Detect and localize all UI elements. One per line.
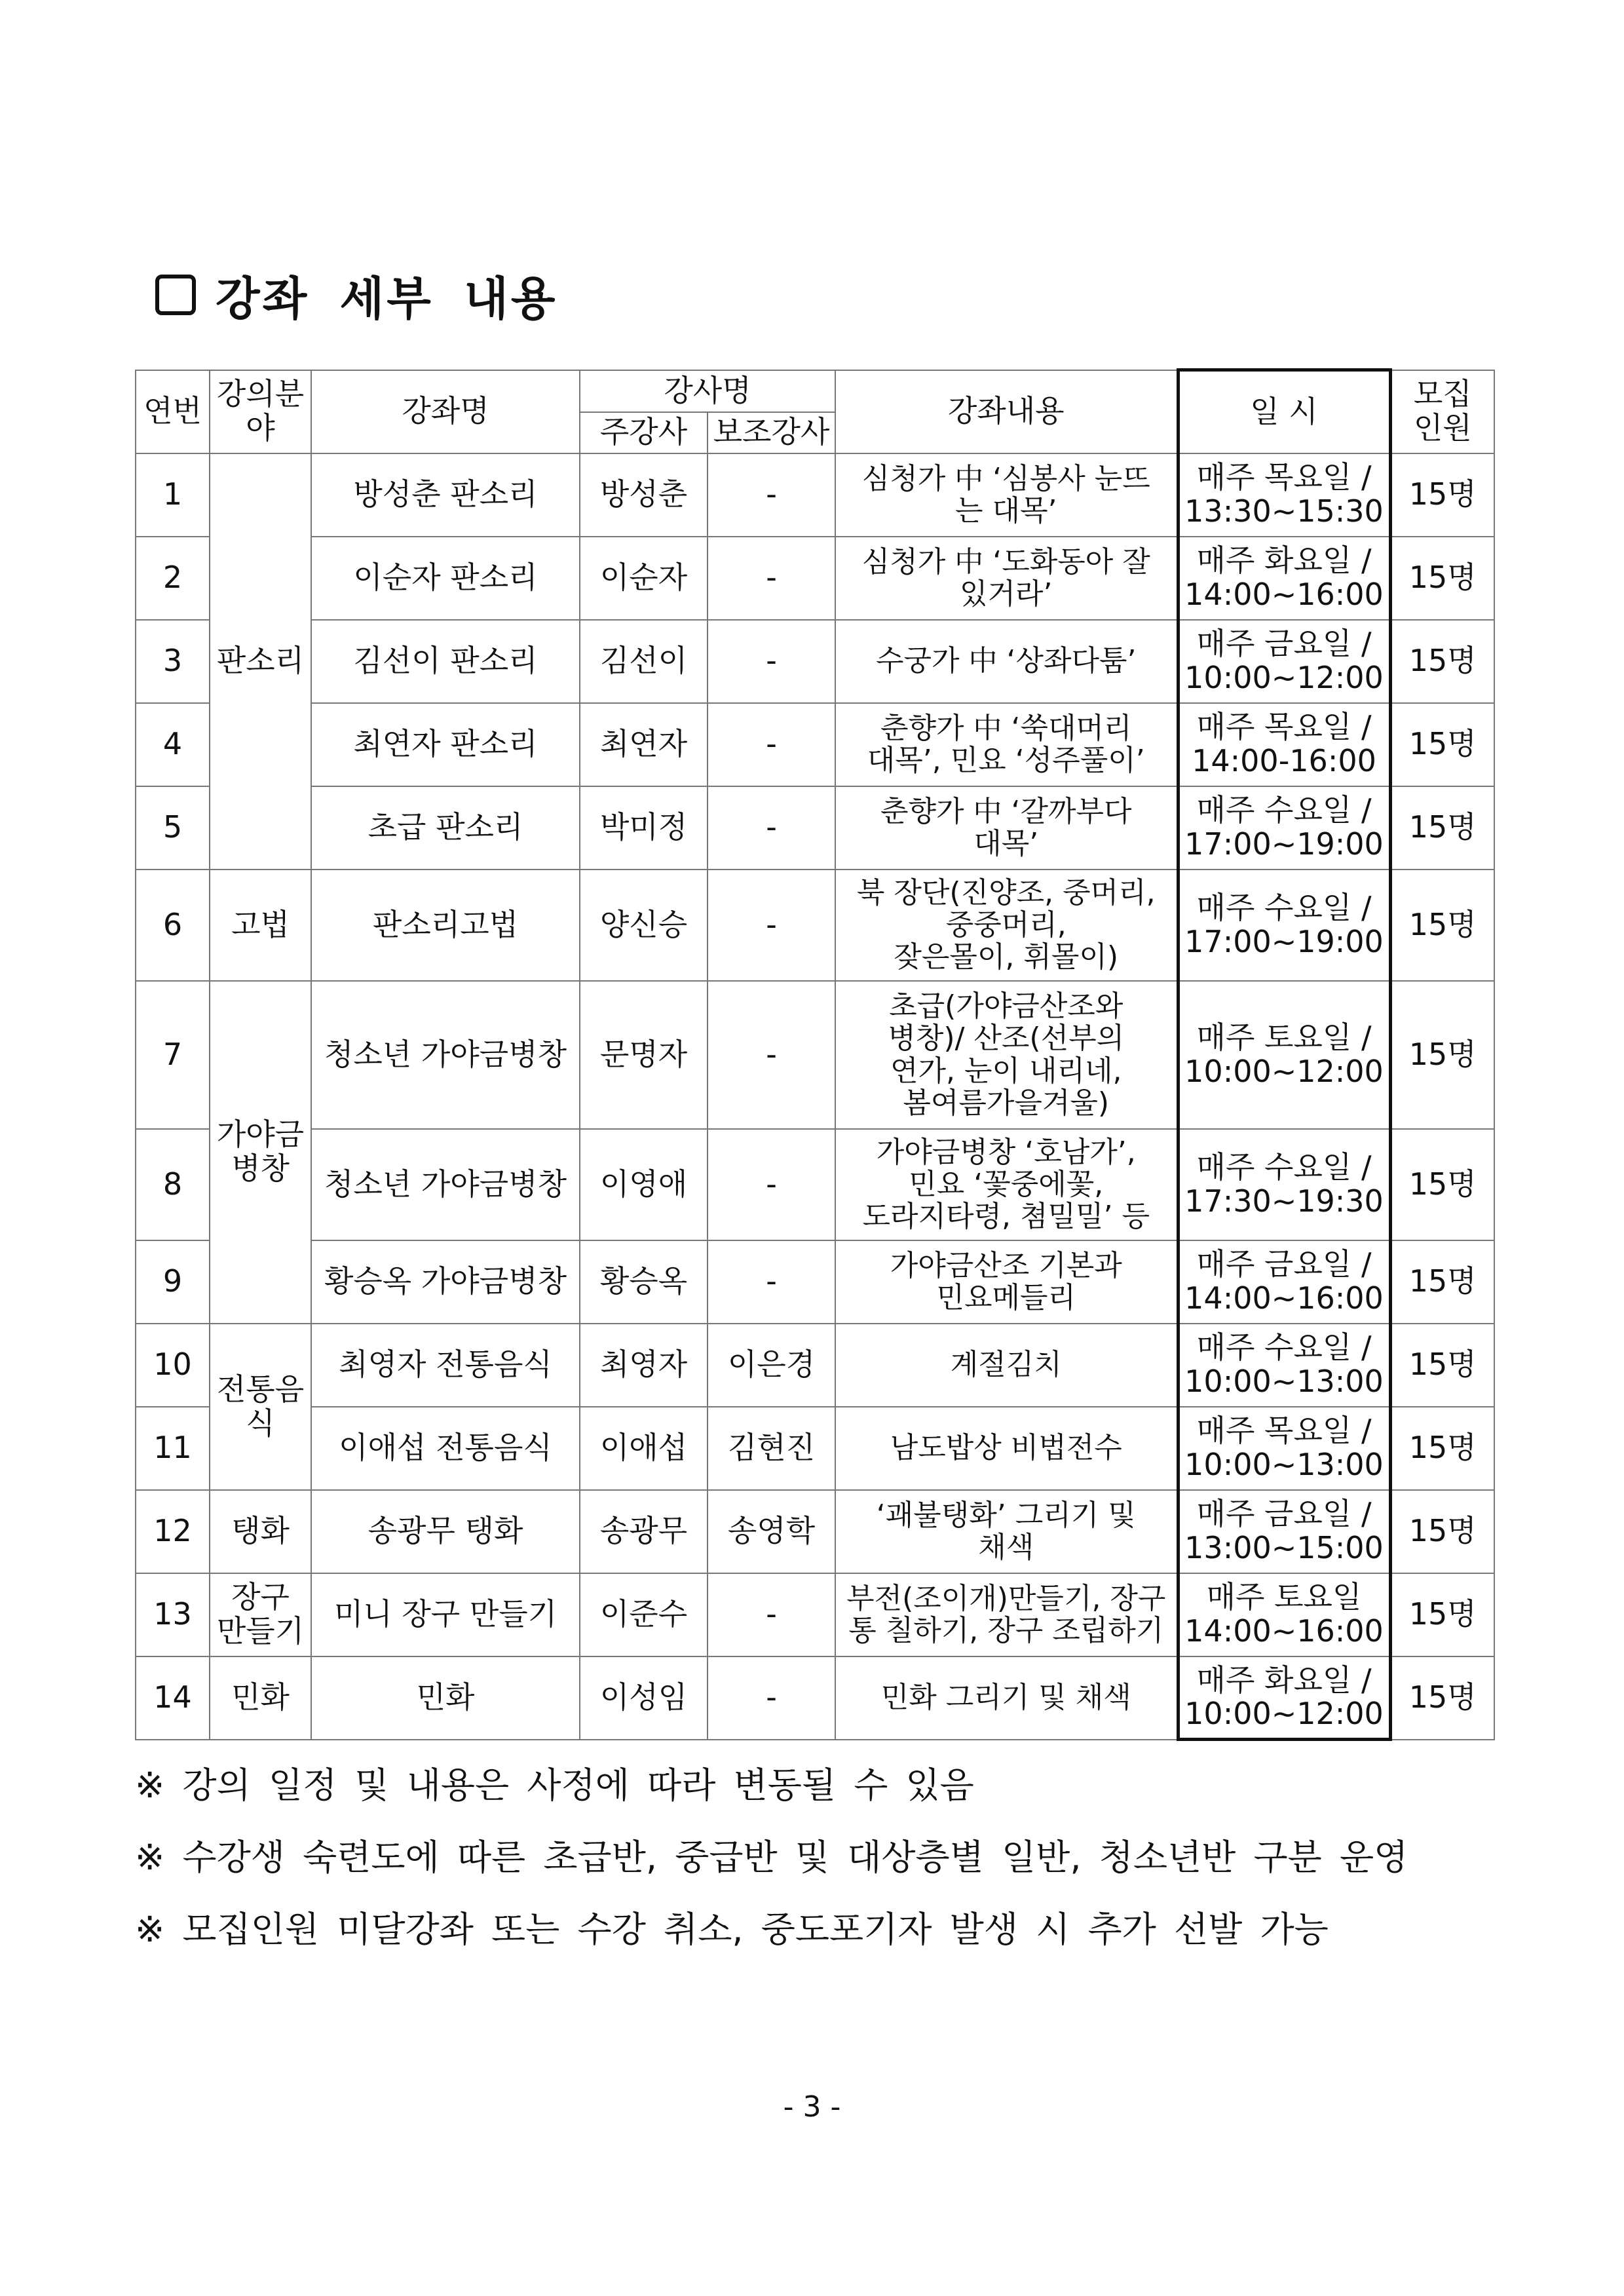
row-main-instructor: 이성임: [580, 1656, 708, 1740]
header-main-instructor: 주강사: [580, 412, 708, 453]
table-row: [136, 1573, 1494, 1656]
table-row: [136, 1407, 1494, 1490]
row-schedule: 매주 토요일 / 10:00~12:00: [1178, 981, 1390, 1129]
row-no: 12: [136, 1490, 210, 1573]
note-item: ※ 모집인원 미달강좌 또는 수강 취소, 중도포기자 발생 시 추가 선발 가능: [135, 1909, 1329, 1950]
row-assistant: -: [708, 1129, 835, 1240]
row-no: 13: [136, 1573, 210, 1656]
section-heading: [155, 259, 557, 331]
row-no: 14: [136, 1656, 210, 1740]
header-field: 강의분야: [210, 370, 311, 453]
row-content: 심청가 中 ‘심봉사 눈뜨 는 대목’: [835, 453, 1178, 537]
row-field: 가야금 병창: [210, 981, 311, 1324]
row-course: 이순자 판소리: [311, 537, 580, 620]
row-course: 이애섭 전통음식: [311, 1407, 580, 1490]
row-content: 민화 그리기 및 채색: [835, 1656, 1178, 1740]
row-field: 장구 만들기: [210, 1573, 311, 1656]
row-capacity: 15명: [1390, 1407, 1494, 1490]
row-schedule: 매주 수요일 / 17:00~19:00: [1178, 786, 1390, 870]
row-field: 탱화: [210, 1490, 311, 1573]
table-row: [136, 1324, 1494, 1407]
row-schedule: 매주 목요일 / 10:00~13:00: [1178, 1407, 1390, 1490]
row-assistant: 송영학: [708, 1490, 835, 1573]
row-schedule: 매주 목요일 / 13:30~15:30: [1178, 453, 1390, 537]
row-field: 고법: [210, 870, 311, 981]
row-schedule: 매주 토요일 14:00~16:00: [1178, 1573, 1390, 1656]
table-row: [136, 786, 1494, 870]
row-main-instructor: 이준수: [580, 1573, 708, 1656]
table-row: [136, 703, 1494, 786]
row-main-instructor: 이순자: [580, 537, 708, 620]
row-no: 3: [136, 620, 210, 703]
row-schedule: 매주 금요일 / 14:00~16:00: [1178, 1240, 1390, 1324]
row-content: 계절김치: [835, 1324, 1178, 1407]
row-course: 초급 판소리: [311, 786, 580, 870]
row-no: 8: [136, 1129, 210, 1240]
row-course: 방성춘 판소리: [311, 453, 580, 537]
row-no: 2: [136, 537, 210, 620]
row-no: 4: [136, 703, 210, 786]
row-assistant: -: [708, 453, 835, 537]
course-table: [135, 368, 1495, 1741]
header-course: 강좌명: [311, 370, 580, 453]
row-main-instructor: 양신승: [580, 870, 708, 981]
row-schedule: 매주 수요일 / 17:00~19:00: [1178, 870, 1390, 981]
header-capacity: 모집 인원: [1390, 370, 1494, 453]
row-capacity: 15명: [1390, 1240, 1494, 1324]
row-no: 6: [136, 870, 210, 981]
row-content: ‘괘불탱화’ 그리기 및 채색: [835, 1490, 1178, 1573]
row-capacity: 15명: [1390, 1573, 1494, 1656]
row-no: 7: [136, 981, 210, 1129]
row-capacity: 15명: [1390, 703, 1494, 786]
row-assistant: -: [708, 870, 835, 981]
row-content: 심청가 中 ‘도화동아 잘 있거라’: [835, 537, 1178, 620]
row-main-instructor: 문명자: [580, 981, 708, 1129]
row-course: 황승옥 가야금병창: [311, 1240, 580, 1324]
row-capacity: 15명: [1390, 453, 1494, 537]
table-row: [136, 1240, 1494, 1324]
row-no: 10: [136, 1324, 210, 1407]
row-assistant: -: [708, 620, 835, 703]
row-no: 1: [136, 453, 210, 537]
row-main-instructor: 최영자: [580, 1324, 708, 1407]
row-assistant: -: [708, 981, 835, 1129]
row-main-instructor: 송광무: [580, 1490, 708, 1573]
row-capacity: 15명: [1390, 786, 1494, 870]
header-content: 강좌내용: [835, 370, 1178, 453]
row-content: 춘향가 中 ‘갈까부다 대목’: [835, 786, 1178, 870]
row-assistant: -: [708, 1656, 835, 1740]
row-assistant: -: [708, 1240, 835, 1324]
row-course: 판소리고법: [311, 870, 580, 981]
row-content: 부전(조이개)만들기, 장구 통 칠하기, 장구 조립하기: [835, 1573, 1178, 1656]
row-assistant: -: [708, 703, 835, 786]
note-item: ※ 수강생 숙련도에 따른 초급반, 중급반 및 대상층별 일반, 청소년반 구분 운영: [135, 1837, 1408, 1878]
row-schedule: 매주 화요일 / 14:00~16:00: [1178, 537, 1390, 620]
row-course: 최영자 전통음식: [311, 1324, 580, 1407]
header-instructor: 강사명: [580, 370, 835, 412]
row-no: 5: [136, 786, 210, 870]
checkbox-icon: [155, 275, 196, 315]
table-row: [136, 453, 1494, 537]
table-row: [136, 870, 1494, 981]
row-assistant: -: [708, 786, 835, 870]
row-assistant: 이은경: [708, 1324, 835, 1407]
row-course: 최연자 판소리: [311, 703, 580, 786]
header-schedule: 일 시: [1178, 370, 1390, 453]
row-capacity: 15명: [1390, 1129, 1494, 1240]
row-field: 전통음식: [210, 1324, 311, 1490]
row-capacity: 15명: [1390, 620, 1494, 703]
row-course: 청소년 가야금병창: [311, 981, 580, 1129]
page-number: - 3 -: [783, 2090, 841, 2124]
table-row: [136, 1490, 1494, 1573]
row-assistant: -: [708, 1573, 835, 1656]
header-no: 연번: [136, 370, 210, 453]
row-course: 민화: [311, 1656, 580, 1740]
row-assistant: 김현진: [708, 1407, 835, 1490]
row-main-instructor: 김선이: [580, 620, 708, 703]
row-content: 춘향가 中 ‘쑥대머리 대목’, 민요 ‘성주풀이’: [835, 703, 1178, 786]
row-course: 송광무 탱화: [311, 1490, 580, 1573]
row-course: 김선이 판소리: [311, 620, 580, 703]
row-schedule: 매주 화요일 / 10:00~12:00: [1178, 1656, 1390, 1740]
table-row: [136, 1656, 1494, 1740]
row-capacity: 15명: [1390, 981, 1494, 1129]
row-main-instructor: 황승옥: [580, 1240, 708, 1324]
row-main-instructor: 방성춘: [580, 453, 708, 537]
row-main-instructor: 이영애: [580, 1129, 708, 1240]
notes-list: [135, 1750, 1408, 1966]
row-main-instructor: 이애섭: [580, 1407, 708, 1490]
row-schedule: 매주 금요일 / 10:00~12:00: [1178, 620, 1390, 703]
row-assistant: -: [708, 537, 835, 620]
row-content: 가야금병창 ‘호남가’, 민요 ‘꽃중에꽃, 도라지타령, 쳠밀밀’ 등: [835, 1129, 1178, 1240]
table-row: [136, 1129, 1494, 1240]
row-content: 가야금산조 기본과 민요메들리: [835, 1240, 1178, 1324]
row-schedule: 매주 수요일 / 10:00~13:00: [1178, 1324, 1390, 1407]
row-capacity: 15명: [1390, 1490, 1494, 1573]
row-no: 11: [136, 1407, 210, 1490]
row-content: 북 장단(진양조, 중머리, 중중머리, 잦은몰이, 휘몰이): [835, 870, 1178, 981]
table-row: [136, 981, 1494, 1129]
row-capacity: 15명: [1390, 870, 1494, 981]
row-main-instructor: 박미정: [580, 786, 708, 870]
table-row: [136, 620, 1494, 703]
row-content: 수궁가 中 ‘상좌다툼’: [835, 620, 1178, 703]
row-main-instructor: 최연자: [580, 703, 708, 786]
row-course: 미니 장구 만들기: [311, 1573, 580, 1656]
row-schedule: 매주 금요일 / 13:00~15:00: [1178, 1490, 1390, 1573]
row-field: 판소리: [210, 453, 311, 870]
row-content: 남도밥상 비법전수: [835, 1407, 1178, 1490]
row-schedule: 매주 목요일 / 14:00-16:00: [1178, 703, 1390, 786]
row-course: 청소년 가야금병창: [311, 1129, 580, 1240]
row-capacity: 15명: [1390, 537, 1494, 620]
row-capacity: 15명: [1390, 1656, 1494, 1740]
row-field: 민화: [210, 1656, 311, 1740]
row-content: 초급(가야금산조와 병창)/ 산조(선부의 연가, 눈이 내리네, 봄여름가을겨울): [835, 981, 1178, 1129]
row-schedule: 매주 수요일 / 17:30~19:30: [1178, 1129, 1390, 1240]
row-no: 9: [136, 1240, 210, 1324]
row-capacity: 15명: [1390, 1324, 1494, 1407]
table-header-row: [136, 370, 1494, 412]
header-assistant: 보조강사: [708, 412, 835, 453]
table-row: [136, 537, 1494, 620]
section-title: 강좌 세부 내용: [216, 271, 558, 326]
note-item: ※ 강의 일정 및 내용은 사정에 따라 변동될 수 있음: [135, 1765, 974, 1806]
